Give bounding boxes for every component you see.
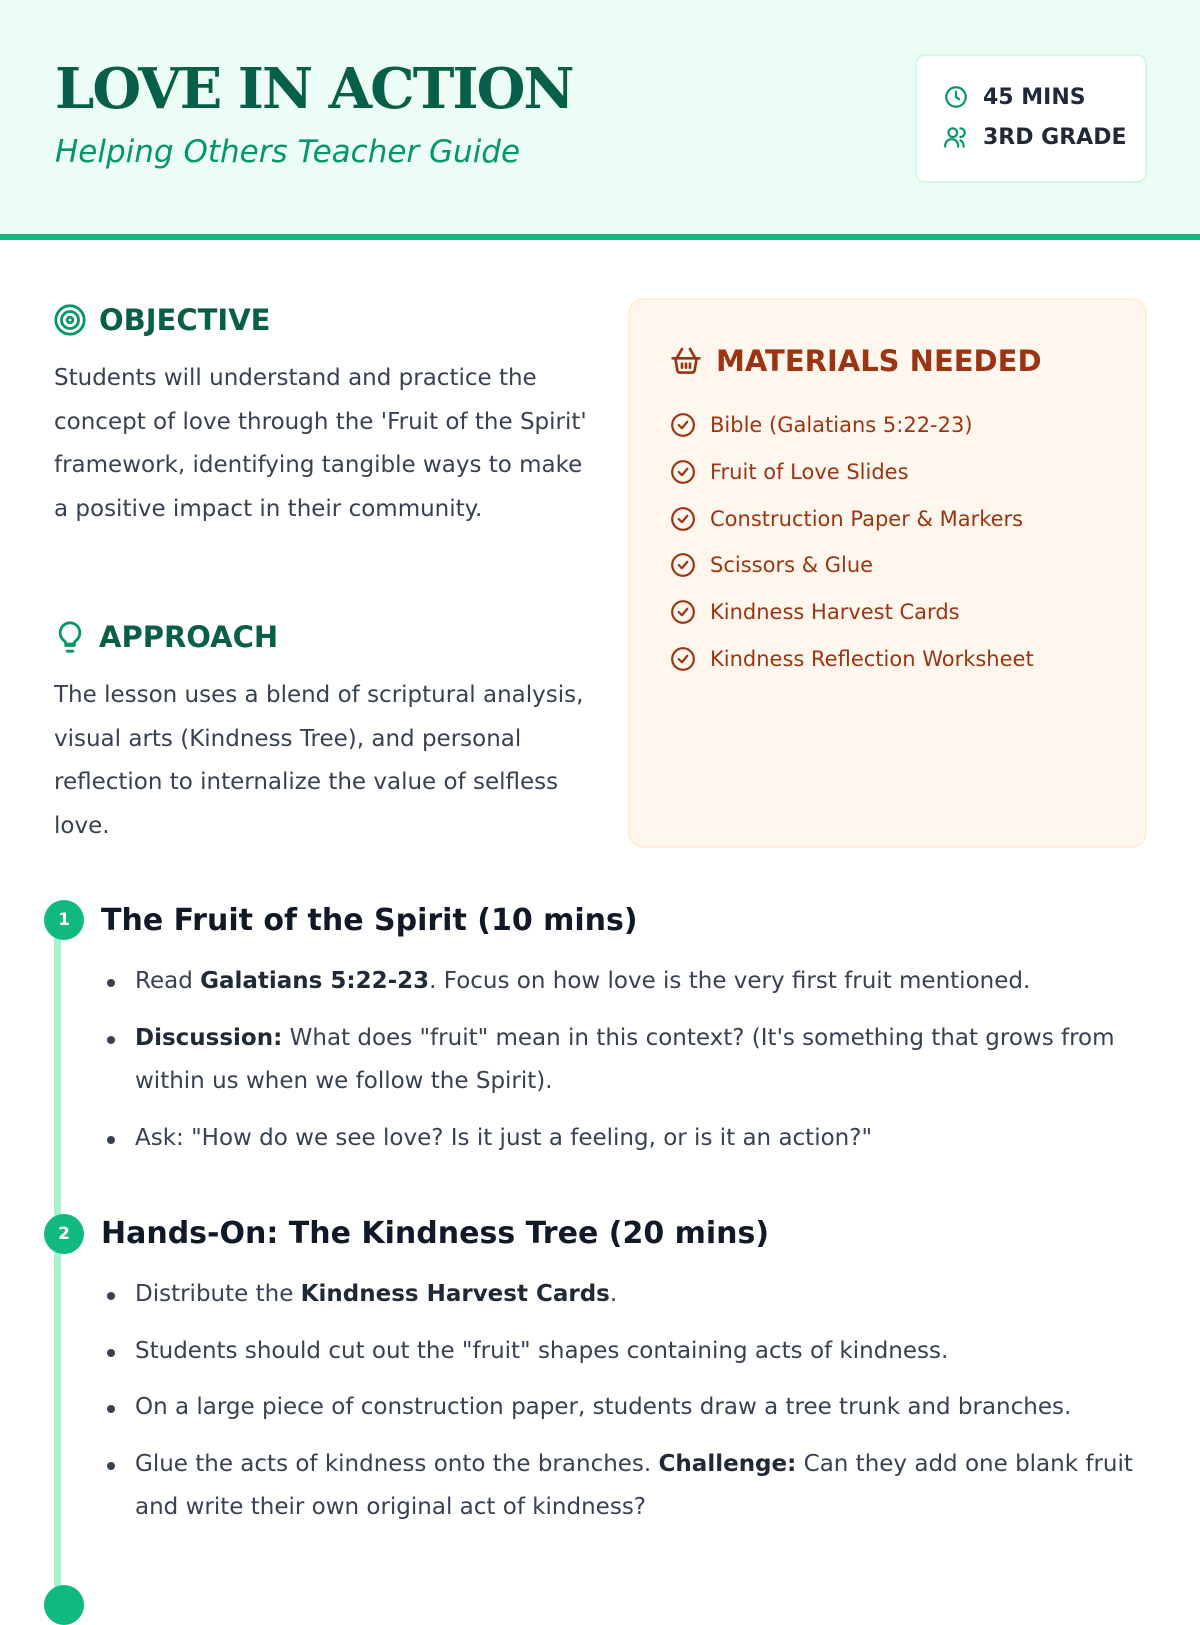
objective-heading-label: OBJECTIVE xyxy=(99,303,271,337)
approach-heading-label: APPROACH xyxy=(99,620,279,654)
timeline-line xyxy=(54,920,61,1620)
header xyxy=(0,0,1200,240)
page-title: LOVE IN ACTION xyxy=(55,56,573,122)
duration-label: 45 MINS xyxy=(983,84,1086,110)
material-label: Kindness Harvest Cards xyxy=(710,600,960,625)
check-circle-icon xyxy=(670,646,696,672)
step-1-list xyxy=(105,960,1165,1173)
page-subtitle: Helping Others Teacher Guide xyxy=(55,134,521,170)
objective-text: Students will understand and practice the concept of love through the 'Fruit of the Spirit' framework, identifying tangible ways to make a positive impact in their community. xyxy=(54,365,587,522)
materials-list xyxy=(670,402,1034,682)
step-bullet: Glue the acts of kindness onto the branches. Challenge: Can they add one blank fruit and write their own original act of kindness? xyxy=(105,1443,1165,1530)
clock-icon xyxy=(943,84,969,110)
step-number-badge: 1 xyxy=(44,900,84,940)
material-item xyxy=(670,542,1034,589)
material-label: Kindness Reflection Worksheet xyxy=(710,646,1034,671)
material-label: Scissors & Glue xyxy=(710,553,874,578)
step-bullet: Students should cut out the "fruit" shapes containing acts of kindness. xyxy=(105,1330,1165,1374)
grade-row xyxy=(943,124,1126,150)
material-label: Fruit of Love Slides xyxy=(710,460,909,485)
material-label: Bible (Galatians 5:22-23) xyxy=(710,413,973,438)
step-number-badge xyxy=(44,1585,84,1625)
check-circle-icon xyxy=(670,552,696,578)
step-2-list xyxy=(105,1273,1165,1543)
lightbulb-icon xyxy=(53,620,87,654)
material-item xyxy=(670,402,1034,449)
step-bullet: On a large piece of construction paper, students draw a tree trunk and branches. xyxy=(105,1386,1165,1430)
material-item xyxy=(670,589,1034,636)
material-item xyxy=(670,495,1034,542)
check-circle-icon xyxy=(670,506,696,532)
step-number-badge: 2 xyxy=(44,1214,84,1254)
step-bullet: Ask: "How do we see love? Is it just a feeling, or is it an action?" xyxy=(105,1117,1165,1161)
step-title: Hands-On: The Kindness Tree (20 mins) xyxy=(101,1216,770,1251)
users-icon xyxy=(943,124,969,150)
material-item xyxy=(670,635,1034,682)
approach-heading xyxy=(53,620,278,654)
materials-panel xyxy=(628,298,1147,848)
check-circle-icon xyxy=(670,599,696,625)
materials-heading-label: MATERIALS NEEDED xyxy=(716,344,1042,378)
approach-text: The lesson uses a blend of scriptural analysis, visual arts (Kindness Tree), and personal reflection to internalize the value of selfless love. xyxy=(54,682,584,839)
material-label: Construction Paper & Markers xyxy=(710,506,1024,531)
materials-heading xyxy=(670,344,1042,378)
step-title: The Fruit of the Spirit (10 mins) xyxy=(101,903,638,938)
duration-row xyxy=(943,84,1086,110)
target-icon xyxy=(53,303,87,337)
grade-label: 3RD GRADE xyxy=(983,124,1127,150)
step-bullet: Discussion: What does "fruit" mean in this context? (It's something that grows from within us when we follow the Spirit). xyxy=(105,1017,1165,1104)
step-bullet: Read Galatians 5:22-23. Focus on how love is the very first fruit mentioned. xyxy=(105,960,1165,1004)
basket-icon xyxy=(670,345,702,377)
objective-heading xyxy=(53,303,270,337)
check-circle-icon xyxy=(670,412,696,438)
check-circle-icon xyxy=(670,459,696,485)
material-item xyxy=(670,449,1034,496)
lesson-meta-card xyxy=(915,54,1147,183)
step-bullet: Distribute the Kindness Harvest Cards. xyxy=(105,1273,1165,1317)
